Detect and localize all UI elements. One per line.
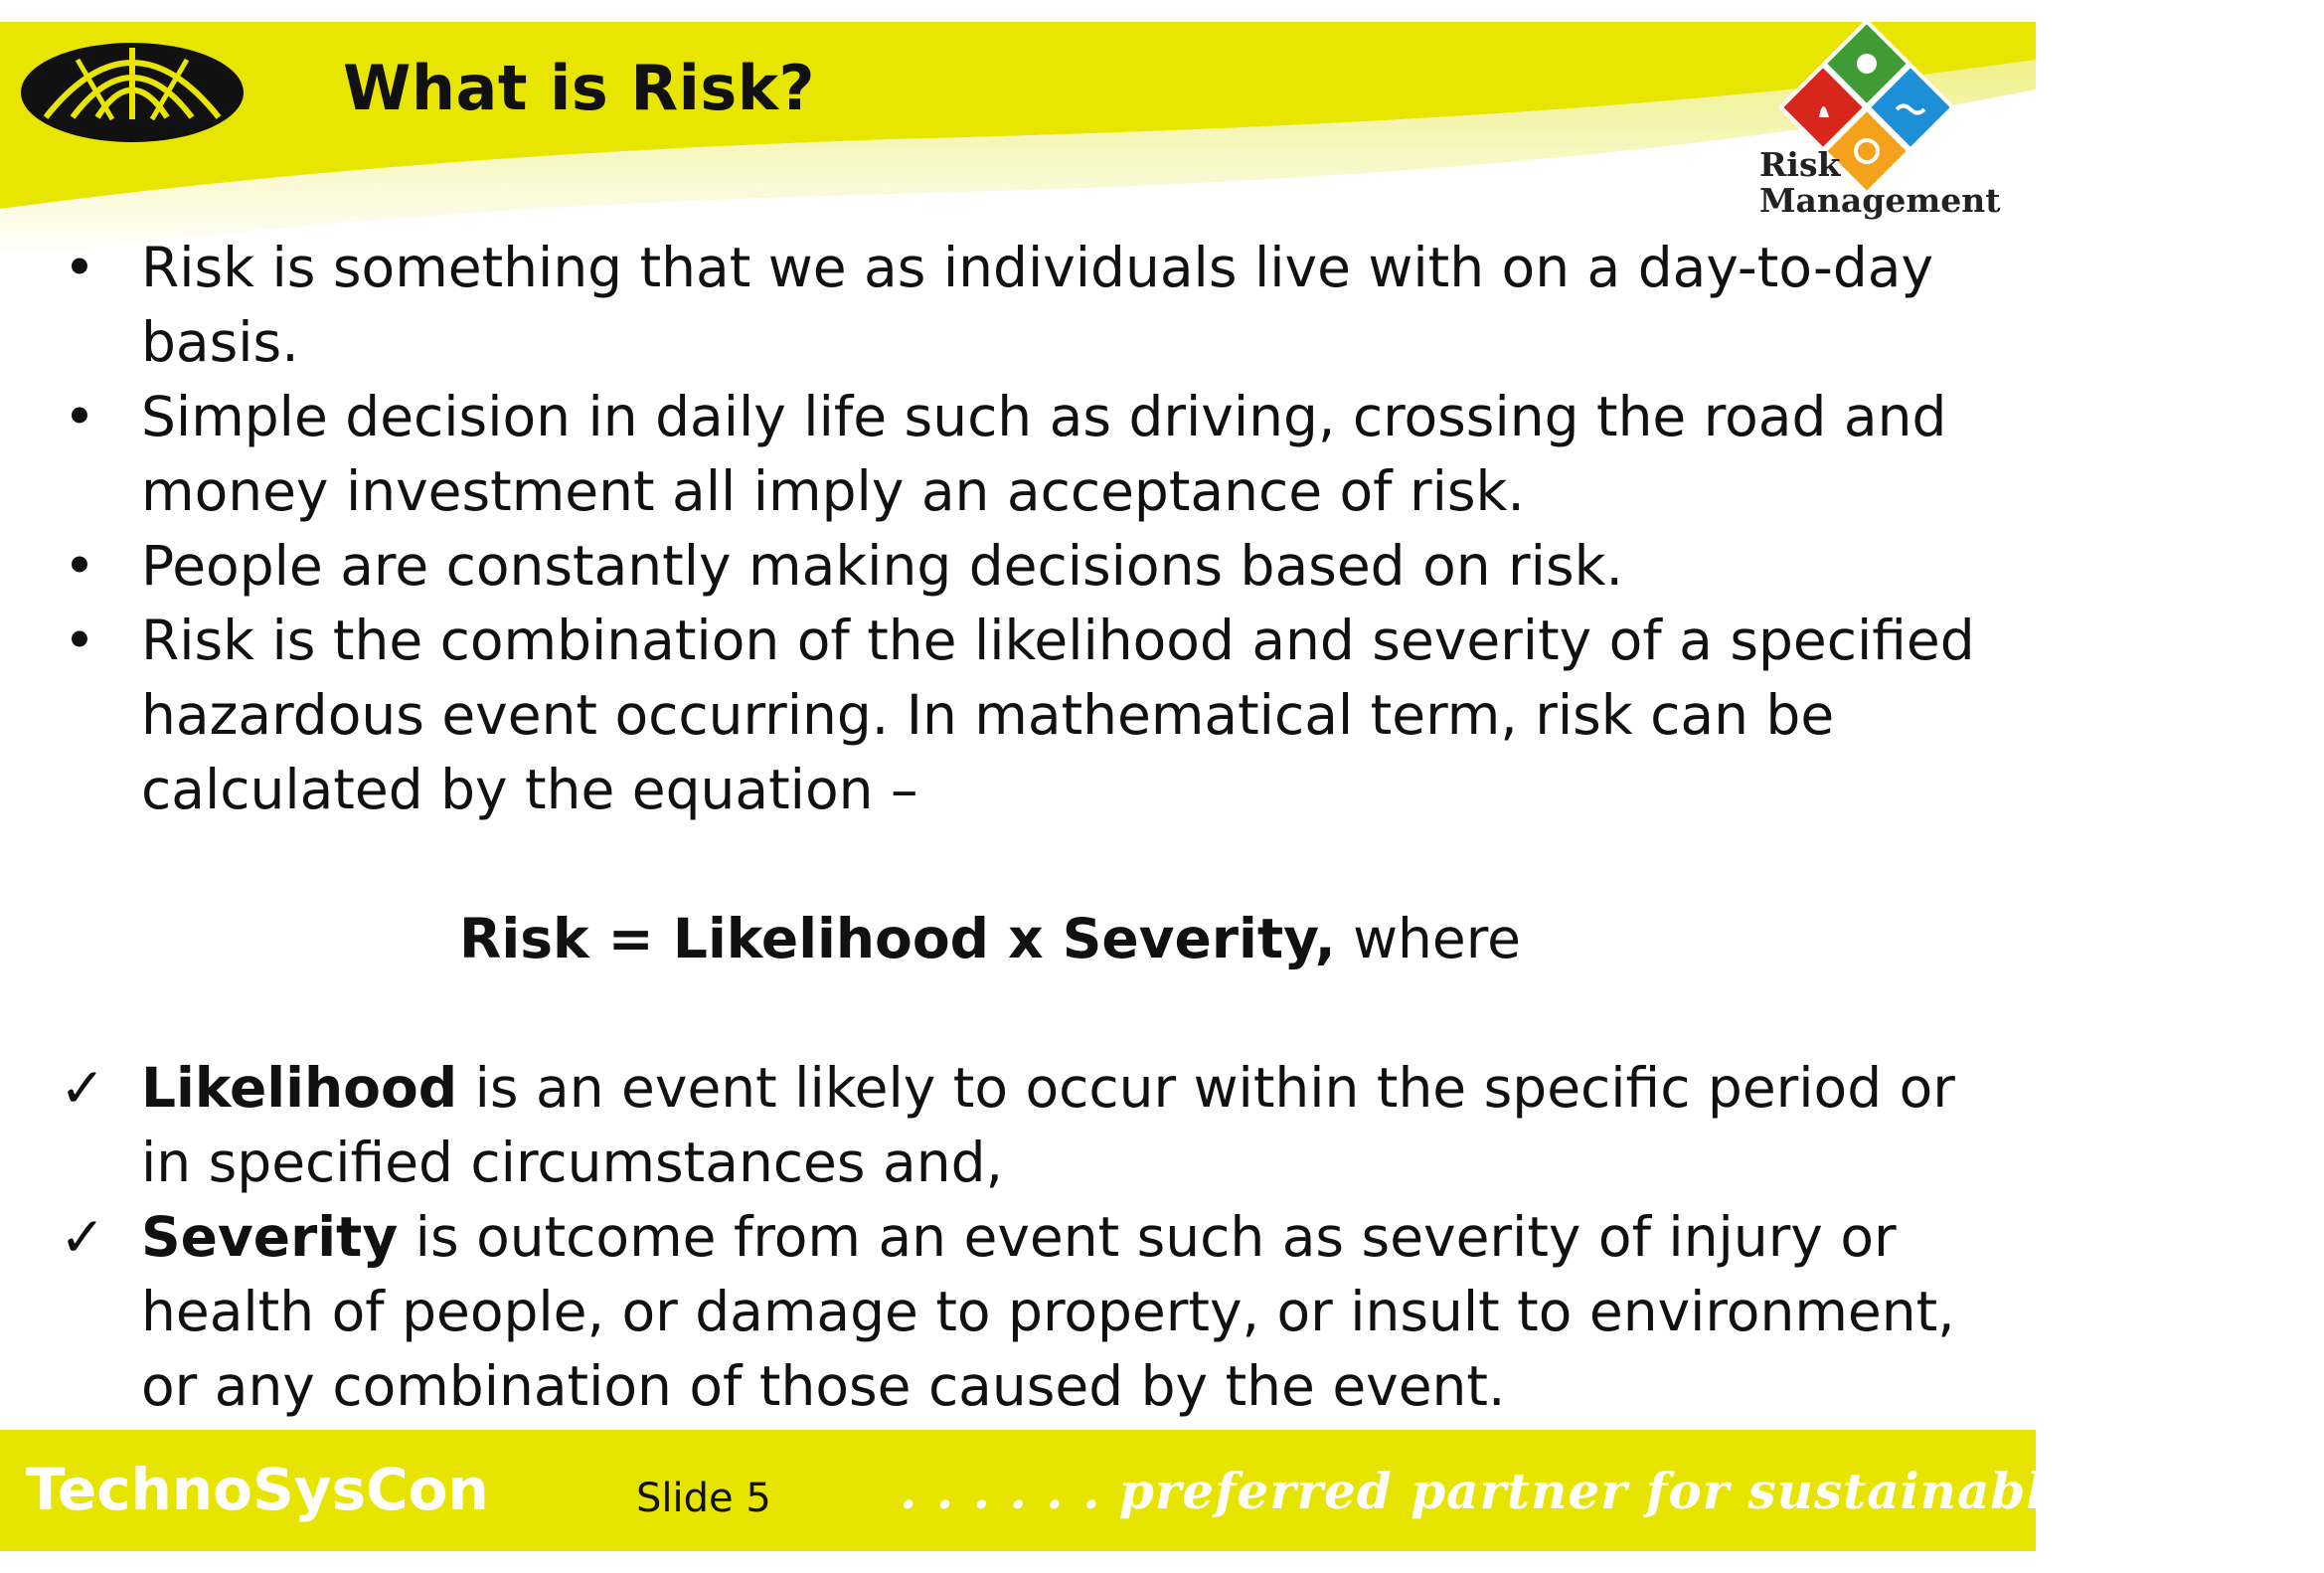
bullet-marker: • (63, 385, 96, 448)
check-icon: ✓ (60, 1056, 106, 1120)
risk-equation (60, 902, 1988, 976)
check-item-severity (60, 1200, 1988, 1424)
bullet-list (60, 231, 1988, 827)
bullet-marker: • (63, 534, 96, 598)
footer-tagline: . . . . . . preferred partner for sustainable systems (900, 1462, 2324, 1520)
bullet-text: Simple decision in daily life such as driving, crossing the road and money investment all imply an acceptance of risk. (141, 385, 1947, 523)
slide-title: What is Risk? (343, 52, 815, 124)
logo-text-line2: Management (1759, 181, 2001, 220)
bullet-text: People are constantly making decisions based on risk. (141, 534, 1623, 598)
bullet-item (60, 380, 1988, 529)
bullet-item (60, 529, 1988, 604)
risk-management-logo-text (1759, 147, 2001, 219)
bullet-marker: • (63, 236, 96, 299)
check-item-likelihood (60, 1051, 1988, 1200)
equation-formula: Risk = Likelihood x Severity, (459, 907, 1336, 970)
footer-brand: TechnoSysCon (26, 1456, 489, 1523)
bullet-item (60, 604, 1988, 827)
sunburst-logo-icon (18, 38, 247, 147)
check-text: is an event likely to occur within the specific period or in specified circumstances and, (141, 1056, 1955, 1194)
bullet-text: Risk is something that we as individuals live with on a day-to-day basis. (141, 236, 1934, 374)
bullet-marker: • (63, 609, 96, 672)
check-term: Severity (141, 1205, 399, 1269)
footer-bar (0, 1430, 2324, 1551)
logo-text-line1: Risk (1759, 145, 1841, 184)
equation-suffix: where (1335, 907, 1521, 970)
check-term: Likelihood (141, 1056, 458, 1120)
bullet-item (60, 231, 1988, 380)
slide-number: Slide 5 (636, 1476, 771, 1521)
check-text: is outcome from an event such as severity of injury or health of people, or damage to property, or insult to environment, or any combination of those caused by the event. (141, 1205, 1955, 1418)
slide-body (60, 231, 1988, 1424)
check-icon: ✓ (60, 1205, 106, 1269)
bullet-text: Risk is the combination of the likelihood and severity of a specified hazardous event occurring. In mathematical term, risk can be calculated by the equation – (141, 609, 1975, 821)
